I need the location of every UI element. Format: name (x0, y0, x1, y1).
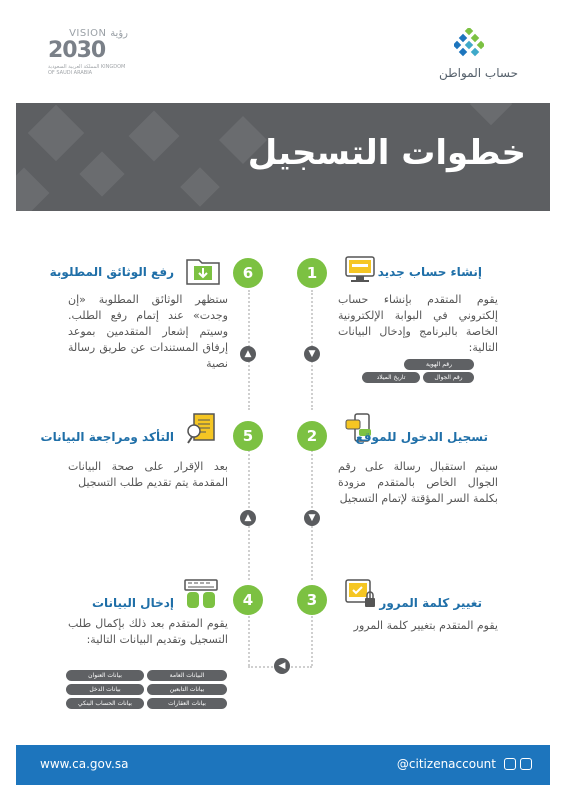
tag-id-number: رقم الهوية (404, 359, 474, 370)
tag-property-info: بيانات العقارات (147, 698, 227, 709)
hero-decoration (28, 105, 85, 162)
hero-decoration (129, 111, 180, 162)
tag-bank-info: بيانات الحساب البنكي (66, 698, 144, 709)
typing-hands-icon (184, 578, 214, 606)
top-bar (0, 0, 566, 100)
document-magnifier-icon (186, 413, 216, 441)
folder-upload-icon (186, 256, 216, 284)
step-text-1: يقوم المتقدم بإنشاء حساب إلكتروني في البوابة الإلكترونية الخاصة بالبرنامج وإدخال البيانات التالية: (338, 293, 498, 354)
vision-subtitle: المملكة العربية السعودية KINGDOM OF SAUDI ARABIA (48, 64, 126, 76)
tag-birth-date: تاريخ الميلاد (362, 372, 420, 383)
step-title-6: رفع الوثائق المطلوبة (49, 265, 174, 279)
step-number-4: 4 (233, 585, 263, 615)
step-text-3: يقوم المتقدم بتغيير كلمة المرور (353, 619, 498, 632)
hero-decoration (470, 103, 512, 125)
vision-year: 2030 (48, 38, 106, 63)
step-text-2: سيتم استقبال رسالة على رقم الجوال الخاص بالمتقدم مزودة بكلمة السر المؤقتة لإتمام التسجيل (338, 460, 498, 505)
chevron-up-icon: ▲ (240, 510, 256, 526)
step-title-3: تغيير كلمة المرور (379, 596, 482, 610)
tag-mobile-number: رقم الجوال (423, 372, 474, 383)
chevron-up-icon: ▲ (240, 346, 256, 362)
vision-2030-logo (48, 28, 128, 76)
chevron-down-icon: ▼ (304, 346, 320, 362)
vision-word: VISION رؤية (69, 28, 128, 39)
computer-registration-icon (345, 256, 375, 284)
hero-banner (16, 103, 550, 211)
locked-screen-icon (345, 578, 375, 606)
step-text-6: ستظهر الوثائق المطلوبة «إن وجدت» عند إتمام رفع الطلب. وسيتم إشعار المتقدمين بموعد إرفاق المستندات عن طريق رسالة نصية (68, 293, 228, 370)
chevron-down-icon: ▼ (304, 510, 320, 526)
page-title: خطوات التسجيل (247, 133, 526, 173)
step-text-5: بعد الإقرار على صحة البيانات المقدمة يتم تقديم طلب التسجيل (68, 460, 228, 489)
step-title-2: تسجيل الدخول للموقع (355, 430, 488, 444)
step-number-1: 1 (297, 258, 327, 288)
hero-decoration (180, 167, 220, 207)
step-number-2: 2 (297, 421, 327, 451)
step-text-4: يقوم المتقدم بعد ذلك بإكمال طلب التسجيل وتقديم البيانات التالية: (68, 617, 228, 646)
hero-decoration (79, 151, 124, 196)
step-title-1: إنشاء حساب جديد (377, 265, 482, 279)
logo-text: حساب المواطن (438, 66, 518, 80)
step-number-6: 6 (233, 258, 263, 288)
chevron-left-icon: ◀ (274, 658, 290, 674)
twitter-icon[interactable] (504, 758, 516, 770)
social-handle[interactable]: @citizenaccount (396, 757, 496, 771)
tag-dependents-info: بيانات التابعين (147, 684, 227, 695)
footer (16, 745, 550, 785)
tag-general-info: البيانات العامة (147, 670, 227, 681)
step-title-4: إدخال البيانات (91, 596, 174, 610)
youtube-icon[interactable] (520, 758, 532, 770)
step-number-5: 5 (233, 421, 263, 451)
hero-decoration (16, 168, 49, 211)
step-title-5: التأكد ومراجعة البيانات (40, 430, 174, 444)
citizen-account-logo (428, 28, 518, 84)
citizen-account-logo-icon (454, 28, 484, 62)
tag-income-info: بيانات الدخل (66, 684, 144, 695)
website-link[interactable]: www.ca.gov.sa (40, 757, 129, 771)
connector-line (248, 616, 250, 666)
tag-address-info: بيانات العنوان (66, 670, 144, 681)
connector-line (311, 616, 313, 666)
step-number-3: 3 (297, 585, 327, 615)
